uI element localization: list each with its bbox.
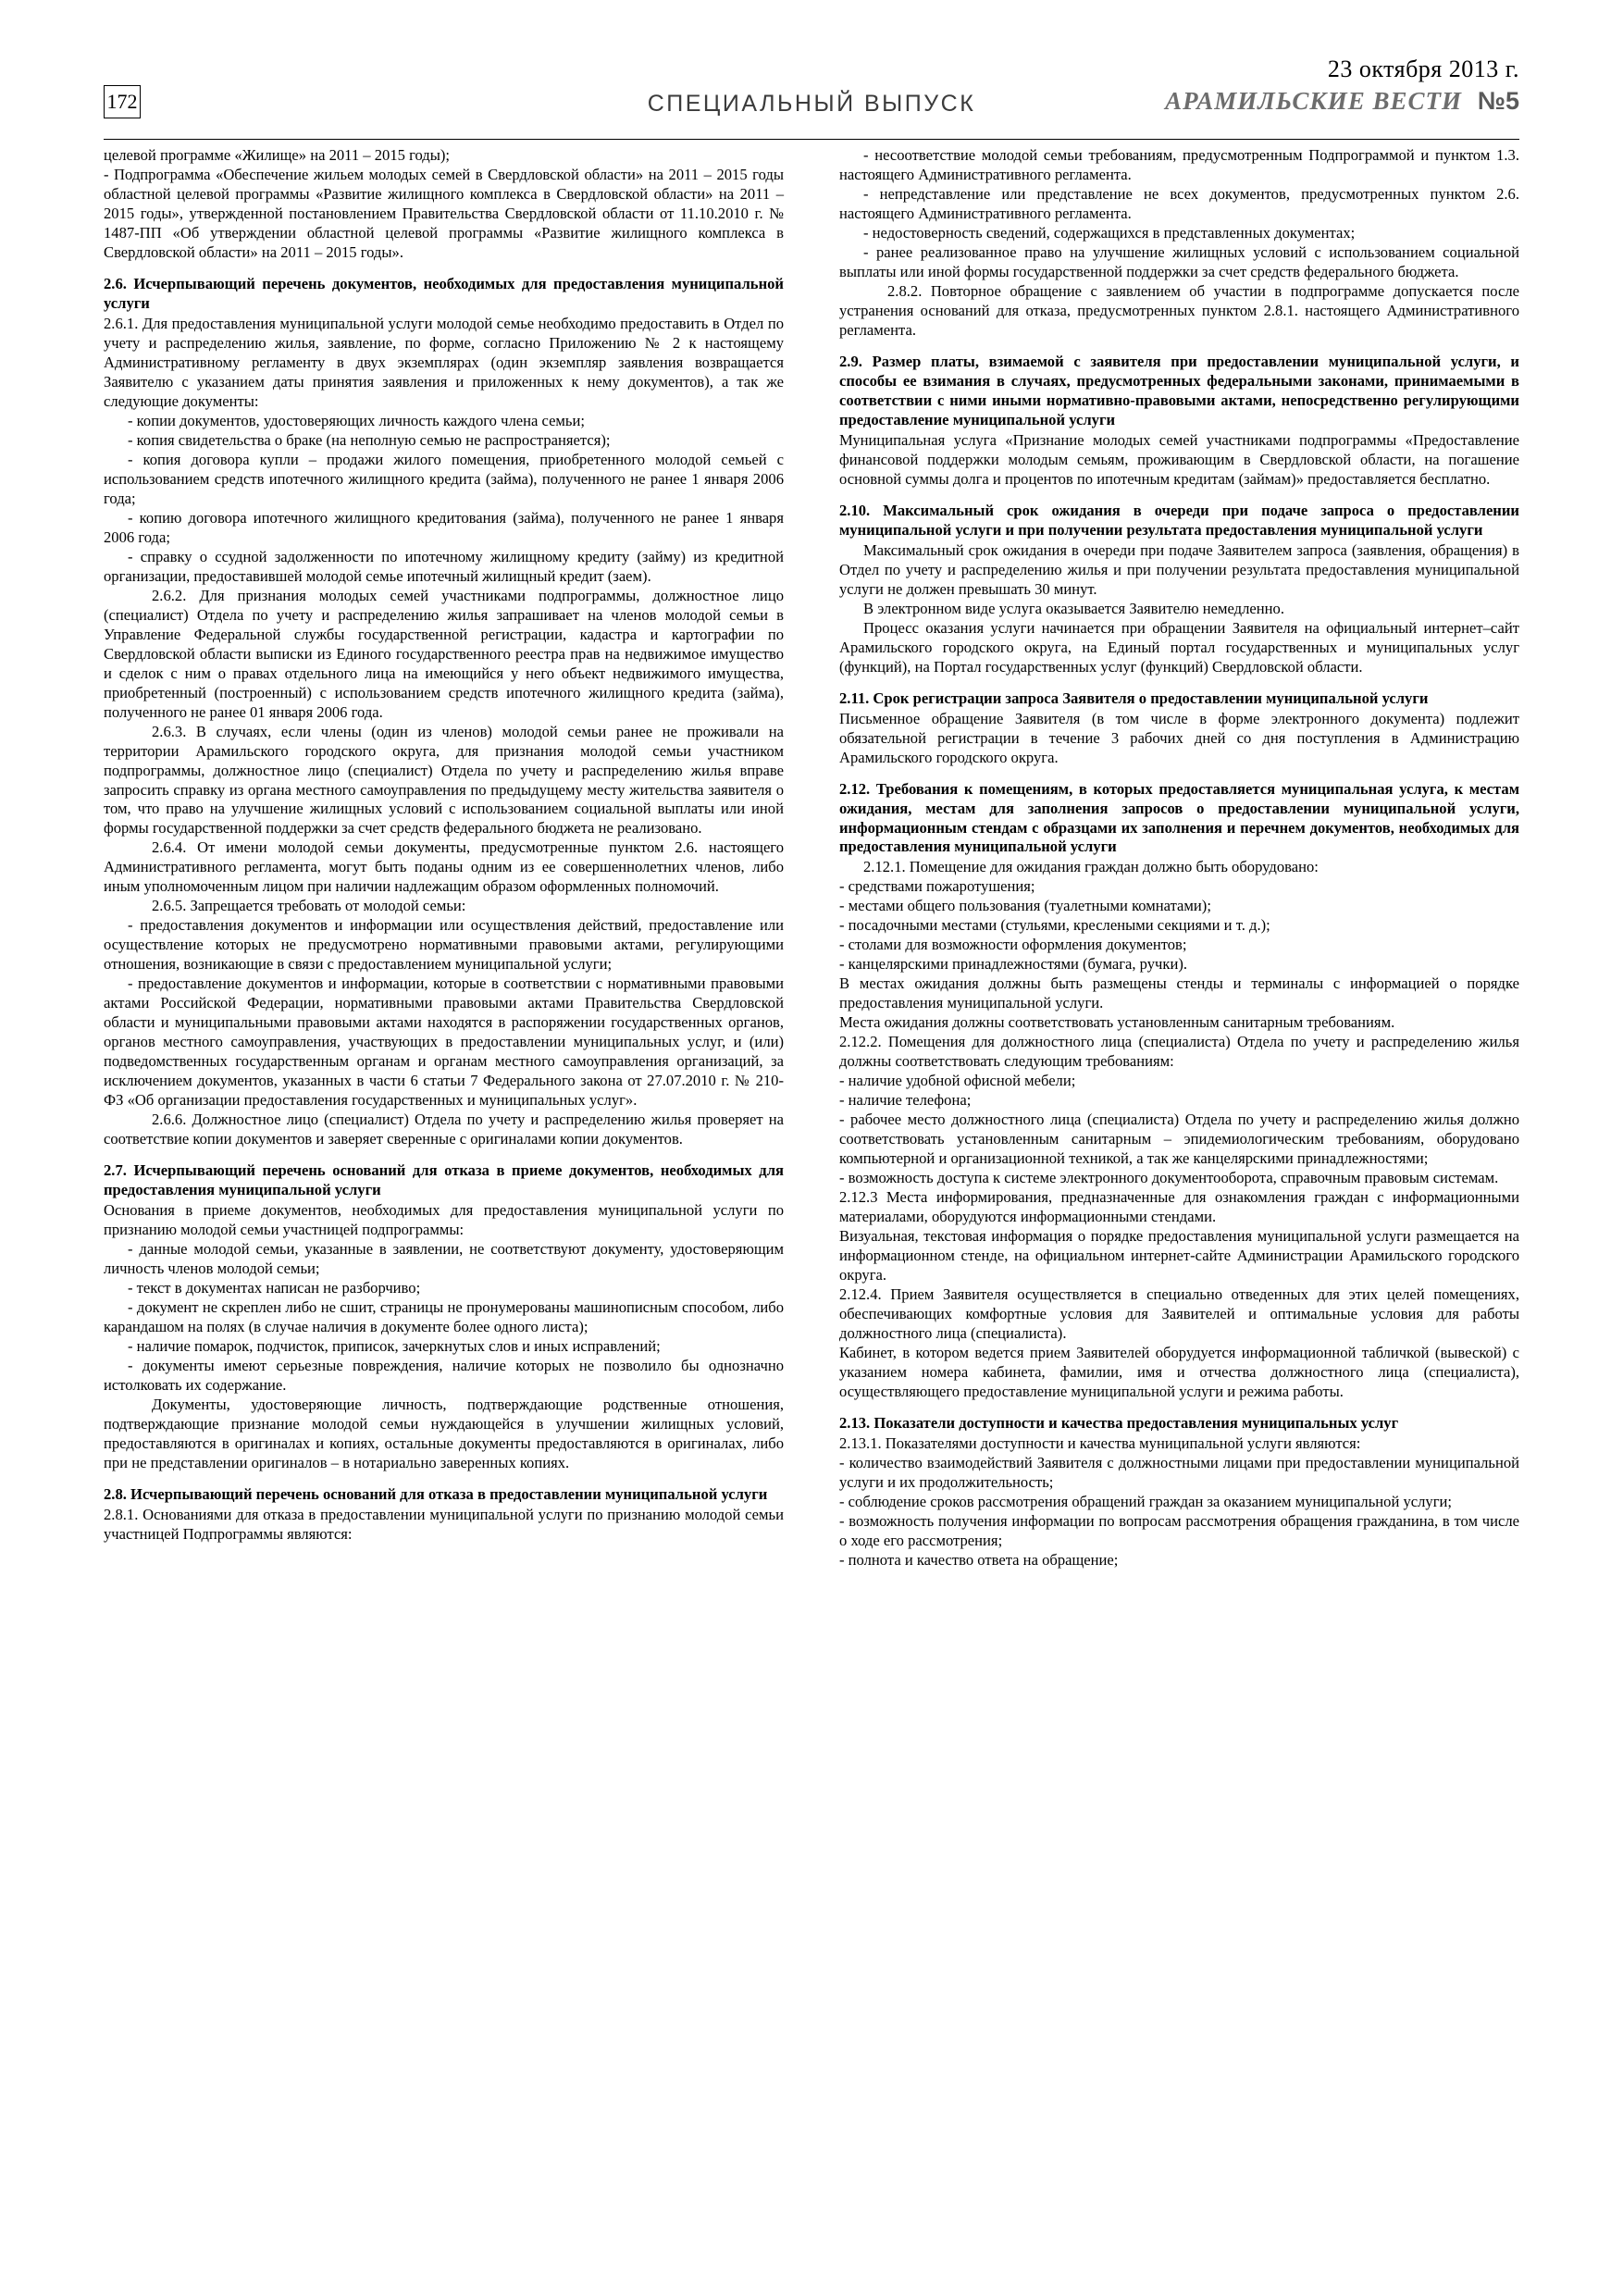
paragraph: 2.6.5. Запрещается требовать от молодой семьи:: [152, 897, 466, 915]
paragraph: 2.8.1. Основаниями для отказа в предоставлении муниципальной услуги по признанию молодой семьи участницей Подпрограммы являются:: [104, 1505, 784, 1543]
paragraph: - возможность получения информации по вопросам рассмотрения обращения гражданина, в том числе о ходе его рассмотрения;: [839, 1511, 1519, 1549]
paragraph: - посадочными местами (стульями, креслеными секциями и т. д.);: [839, 916, 1270, 935]
paragraph: - ранее реализованное право на улучшение жилищных условий с использованием социальной выплаты или иной формы государственной поддержки за счет средств федерального бюджета.: [839, 242, 1519, 280]
paragraph: 2.13.1. Показателями доступности и качества муниципальной услуги являются:: [839, 1434, 1361, 1453]
paragraph: - возможность доступа к системе электронного документооборота, справочным правовым системам.: [839, 1169, 1499, 1187]
page-number: 172: [104, 85, 141, 118]
paragraph: - непредставление или представление не всех документов, предусмотренных пунктом 2.6. настоящего Административного регламента.: [839, 184, 1519, 222]
paragraph: 2.6.3. В случаях, если члены (один из членов) молодой семьи ранее не проживали на территории Арамильского городского округа, для признания молодой семьи участником подпрограммы, должностное лицо (специалист) Отдела по учету и распределению жилья вправе запросить справку из органа местного самоуправления по предыдущему месту жительства заявителя о том, что право на улучшение жилищных условий с использованием социальной выплаты или иной формы государственной поддержки за счет средств федерального бюджета не реализовано.: [104, 722, 784, 838]
paragraph: 2.6.4. От имени молодой семьи документы, предусмотренные пунктом 2.6. настоящего Административного регламента, могут быть поданы одним из ее совершеннолетних членов, либо иным уполномоченным лицом при наличии надлежащим образом оформленных полномочий.: [104, 838, 784, 896]
paragraph: 2.12.4. Прием Заявителя осуществляется в специально отведенных для этих целей помещениях, обеспечивающих комфортные условия для Заявителей и оптимальные условия для работы должностного лица (специалиста).: [839, 1285, 1519, 1343]
paragraph: - наличие помарок, подчисток, приписок, зачеркнутых слов и иных исправлений;: [128, 1337, 661, 1356]
issue-number: №5: [1477, 87, 1519, 115]
paragraph: 2.12.3 Места информирования, предназначенные для ознакомления граждан с информационными материалами, оборудуются информационными стендами.: [839, 1188, 1519, 1226]
paragraph: 2.6.6. Должностное лицо (специалист) Отдела по учету и распределению жилья проверяет на соответствие копии документов и заверяет сверенные с оригиналами копии документов.: [104, 1111, 784, 1148]
paragraph: Муниципальная услуга «Признание молодых семей участниками подпрограммы «Предоставление финансовой поддержки молодым семьям, проживающим в Свердловской области, на погашение основной суммы долга и процентов по ипотечным кредитам (займам)» предоставляется бесплатно.: [839, 430, 1519, 488]
paragraph: - данные молодой семьи, указанные в заявлении, не соответствуют документу, удостоверяющим личность членов молодой семьи;: [104, 1240, 784, 1278]
publication-date: 23 октября 2013 г.: [1327, 56, 1519, 82]
paragraph: Места ожидания должны соответствовать установленным санитарным требованиям.: [839, 1013, 1395, 1032]
paragraph: Максимальный срок ожидания в очереди при подаче Заявителем запроса (заявления, обращения) в Отдел по учету и распределению жилья и при получении результата предоставления муниципальной услуги не должен превышать 30 минут.: [839, 540, 1519, 598]
paragraph: - документ не скреплен либо не сшит, страницы не пронумерованы машинописным способом, либо карандашом на полях (в случае наличия в документе более одного листа);: [104, 1298, 784, 1336]
paragraph: 2.8.2. Повторное обращение с заявлением об участии в подпрограмме допускается после устранения оснований для отказа, предусмотренных пунктом 2.8.1. настоящего Административного регламента.: [839, 281, 1519, 339]
section-heading: 2.6. Исчерпывающий перечень документов, необходимых для предоставления муниципальной услуги: [104, 274, 784, 312]
paragraph: Кабинет, в котором ведется прием Заявителей оборудуется информационной табличкой (вывеской) с указанием номера кабинета, фамилии, имя и отчества должностного лица (специалиста), осуществляющего предоставление муниципальной услуги и режима работы.: [839, 1344, 1519, 1401]
paragraph: - соблюдение сроков рассмотрения обращений граждан за оказанием муниципальной услуги;: [839, 1492, 1453, 1510]
paragraph: - копию договора ипотечного жилищного кредитования (займа), полученного не ранее 1 января 2006 года;: [104, 508, 784, 546]
paragraph: - наличие удобной офисной мебели;: [839, 1072, 1076, 1090]
paragraph: Визуальная, текстовая информация о порядке предоставления муниципальной услуги размещается на информационном стенде, на официальном интернет-сайте Администрации Арамильского городского округа.: [839, 1227, 1519, 1285]
paragraph: - канцелярскими принадлежностями (бумага, ручки).: [839, 955, 1188, 974]
newspaper-masthead: АРАМИЛЬСКИЕ ВЕСТИ: [1165, 87, 1462, 115]
paragraph: - предоставления документов и информации или осуществления действий, предоставление или осуществление которых не предусмотрено нормативными правовыми актами, регулирующими отношения, возникающие в связи с предоставлением муниципальной услуги;: [104, 916, 784, 974]
section-title: СПЕЦИАЛЬНЫЙ ВЫПУСК: [647, 91, 976, 117]
paragraph: - наличие телефона;: [839, 1091, 972, 1110]
right-column: [839, 146, 1519, 1570]
section-heading: 2.11. Срок регистрации запроса Заявителя о предоставлении муниципальной услуги: [839, 689, 1429, 707]
paragraph: целевой программе «Жилище» на 2011 – 2015 годы);: [104, 146, 451, 164]
left-column: [104, 146, 784, 1545]
paragraph: - полнота и качество ответа на обращение;: [839, 1550, 1119, 1569]
paragraph: 2.6.2. Для признания молодых семей участниками подпрограммы, должностное лицо (специалист) Отдела по учету и распределению жилья запрашивает на членов молодой семьи в Управление Федеральной службы государственной регистрации, кадастра и картографии по Свердловской области выписки из Единого государственного реестра прав на недвижимое имущество и сделок с ним о правах отдельного лица на имеющийся у него объект недвижимого имущества, приобретенный (построенный) с использованием средств ипотечного жилищного кредита (займа), полученного не ранее 01 января 2006 года.: [104, 586, 784, 721]
paragraph: - текст в документах написан не разборчиво;: [128, 1279, 421, 1297]
paragraph: - копии документов, удостоверяющих личность каждого члена семьи;: [128, 411, 585, 429]
paragraph: 2.12.1. Помещение для ожидания граждан должно быть оборудовано:: [863, 858, 1319, 876]
paragraph: Документы, удостоверяющие личность, подтверждающие родственные отношения, подтверждающие признание молодой семьи нуждающейся в улучшении жилищных условий, предоставляются в оригиналах и копиях, остальные документы предоставляются в оригиналах, либо при не представлении оригиналов – в нотариально заверенных копиях.: [104, 1396, 784, 1471]
paragraph: - количество взаимодействий Заявителя с должностными лицами при предоставлении муниципальной услуги и их продолжительность;: [839, 1454, 1519, 1491]
paragraph: - недостоверность сведений, содержащихся в представленных документах;: [863, 223, 1356, 242]
paragraph: - средствами пожаротушения;: [839, 877, 1035, 896]
section-heading: 2.12. Требования к помещениям, в которых предоставляется муниципальная услуга, к местам ожидания, местам для заполнения запросов о предоставлении муниципальной услуги, информационным стендам с образцами их заполнения и перечнем документов, необходимых для предоставления муниципальной услуги: [839, 779, 1519, 856]
paragraph: В электронном виде услуга оказывается Заявителю немедленно.: [863, 599, 1284, 617]
paragraph: - копия свидетельства о браке (на неполную семью не распространяется);: [128, 430, 611, 449]
section-heading: 2.8. Исчерпывающий перечень оснований для отказа в предоставлении муниципальной услуги: [104, 1484, 768, 1503]
section-heading: 2.7. Исчерпывающий перечень оснований для отказа в приеме документов, необходимых для предоставления муниципальной услуги: [104, 1161, 784, 1199]
paragraph: - документы имеют серьезные повреждения, наличие которых не позволило бы однозначно истолковать их содержание.: [104, 1357, 784, 1395]
paragraph: - копия договора купли – продажи жилого помещения, приобретенного молодой семьей с использованием средств ипотечного жилищного кредита (займа), полученного не ранее 1 января 2006 года;: [104, 450, 784, 507]
section-heading: 2.9. Размер платы, взимаемой с заявителя при предоставлении муниципальной услуги, и способы ее взимания в случаях, предусмотренных федеральными законами, принимаемыми в соответствии с ними иными нормативно-правовыми актами, непосредственно регулирующими предоставление муниципальной услуги: [839, 352, 1519, 428]
page-header: [104, 56, 1519, 141]
paragraph: - столами для возможности оформления документов;: [839, 936, 1187, 954]
paragraph: - справку о ссудной задолженности по ипотечному жилищному кредиту (займу) из кредитной организации, предоставившей молодой семье ипотечный жилищный кредит (заем).: [104, 547, 784, 585]
paragraph: Процесс оказания услуги начинается при обращении Заявителя на официальный интернет–сайт Арамильского городского округа, на Единый портал государственных и муниципальных услуг (функций), на Портал государственных услуг (функций) Свердловской области.: [839, 618, 1519, 676]
paragraph: 2.6.1. Для предоставления муниципальной услуги молодой семье необходимо предоставить в Отдел по учету и распределению жилья, заявление, по форме, согласно Приложению № 2 к настоящему Административному регламенту в двух экземплярах (один экземпляр заявления возвращается Заявителю с указанием даты принятия заявления и приложенных к нему документов), а так же следующие документы:: [104, 314, 784, 410]
paragraph: - предоставление документов и информации, которые в соответствии с нормативными правовыми актами Российской Федерации, нормативными правовыми актами Правительства Свердловской области и муниципальными правовыми актами находятся в распоряжении государственных органов, органов местного самоуправления, участвующих в предоставлении муниципальных услуг, и (или) подведомственных государственным органам и органам местного самоуправления организаций, за исключением документов, указанных в части 6 статьи 7 Федерального закона от 27.07.2010 г. № 210-ФЗ «Об организации предоставления государственных и муниципальных услуг».: [104, 974, 784, 1110]
paragraph: - местами общего пользования (туалетными комнатами);: [839, 897, 1211, 915]
section-heading: 2.13. Показатели доступности и качества предоставления муниципальных услуг: [839, 1414, 1399, 1433]
header-divider: [104, 139, 1519, 140]
paragraph: - несоответствие молодой семьи требованиям, предусмотренным Подпрограммой и пунктом 1.3. настоящего Административного регламента.: [839, 146, 1519, 183]
paragraph: - Подпрограмма «Обеспечение жильем молодых семей в Свердловской области» на 2011 – 2015 годы областной целевой программы «Развитие жилищного комплекса в Свердловской области» на 2011 – 2015 годы», утвержденной постановлением Правительства Свердловской области от 11.10.2010 г. № 1487-ПП «Об утверждении областной целевой программы «Развитие жилищного комплекса в Свердловской области» на 2011 – 2015 годы».: [104, 165, 784, 261]
section-heading: 2.10. Максимальный срок ожидания в очереди при подаче запроса о предоставлении муниципальной услуги и при получении результата предоставления муниципальной услуги: [839, 501, 1519, 539]
paragraph: Основания в приеме документов, необходимых для предоставления муниципальной услуги по признанию молодой семьи участницей подпрограммы:: [104, 1201, 784, 1239]
paragraph: В местах ожидания должны быть размещены стенды и терминалы с информацией о порядке предоставления муниципальной услуги.: [839, 974, 1519, 1012]
paragraph: - рабочее место должностного лица (специалиста) Отдела по учету и распределению жилья должно соответствовать установленным санитарным – эпидемиологическим требованиям, оборудовано компьютерной и организационной техникой, а так же канцелярскими принадлежностями;: [839, 1111, 1519, 1168]
paragraph: Письменное обращение Заявителя (в том числе в форме электронного документа) подлежит обязательной регистрации в течение 3 рабочих дней со дня поступления в Администрацию Арамильского городского округа.: [839, 709, 1519, 766]
paragraph: 2.12.2. Помещения для должностного лица (специалиста) Отдела по учету и распределению жилья должны соответствовать следующим требованиям:: [839, 1033, 1519, 1071]
